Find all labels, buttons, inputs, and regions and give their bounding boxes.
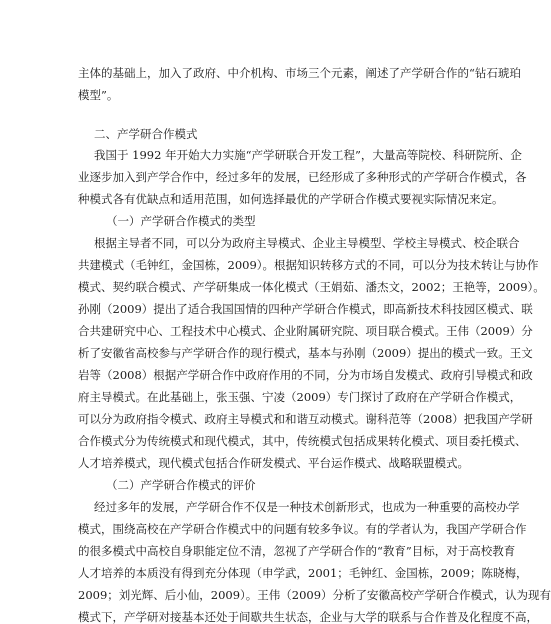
- subsection-heading: （二）产学研合作模式的评价: [106, 478, 256, 492]
- paragraph-line: 模式，围绕高校在产学研合作模式中的问题有较多争议。有的学者认为，我国产学研合作: [78, 522, 527, 536]
- subsection-heading: （一）产学研合作模式的类型: [106, 214, 256, 228]
- paragraph-line: 模式、契约联合模式、产学研集成一体化模式（王娟茹、潘杰文，2002；王艳等，2009）。: [78, 280, 545, 294]
- paragraph-line: 孙刚（2009）提出了适合我国国情的四种产学研合作模式，即高新技术科技园区模式、联: [78, 302, 533, 316]
- paragraph-line: 府主导模式。在此基础上，张玉强、宁凌（2009）专门探讨了政府在产学研合作模式，: [78, 390, 522, 404]
- section-heading: 二、产学研合作模式: [94, 127, 198, 141]
- paragraph-line: 根据主导者不同，可以分为政府主导模式、企业主导模型、学校主导模式、校企联合: [94, 236, 520, 250]
- paragraph-line: 析了安徽省高校参与产学研合作的现行模式，基本与孙刚（2009）提出的模式一致。王文: [78, 346, 533, 360]
- paragraph-line: 业逐步加入到产学合作中，经过多年的发展，已经形成了多种形式的产学研合作模式，各: [78, 170, 527, 184]
- paragraph-line: 经过多年的发展，产学研合作不仅是一种技术创新形式，也成为一种重要的高校办学: [94, 500, 520, 514]
- paragraph-line: 种模式各有优缺点和适用范围，如何选择最优的产学研合作模式要视实际情况来定。: [78, 192, 504, 206]
- paragraph-line: 2009；刘光辉、后小仙，2009）。王伟（2009）分析了安徽高校产学研合作模式，认为现有: [78, 588, 551, 602]
- paragraph-line: 的很多模式中高校自身职能定位不清，忽视了产学研合作的“教育”目标，对于高校教育: [78, 544, 516, 558]
- paragraph-line: 我国于 1992 年开始大力实施“产学研联合开发工程”，大量高等院校、科研院所、企: [94, 148, 522, 162]
- paragraph-line: 合作模式分为传统模式和现代模式，其中，传统模式包括成果转化模式、项目委托模式、: [78, 434, 527, 448]
- paragraph-line: 人才培养的本质没有得到充分体现（申学武，2001；毛钟红、金国栋，2009；陈晓梅，: [78, 566, 528, 580]
- paragraph-line: 合共建研究中心、工程技术中心模式、企业附属研究院、项目联合模式。王伟（2009）分: [78, 324, 533, 338]
- paragraph-line: 共建模式（毛钟红，金国栋，2009）。根据知识转移方式的不同，可以分为技术转让与协作: [78, 258, 539, 272]
- intro-line-2: 模型”。: [78, 88, 119, 102]
- paragraph-line: 可以分为政府指令模式、政府主导模式和和谐互动模式。谢科范等（2008）把我国产学研: [78, 412, 533, 426]
- paragraph-line: 模式下，产学研对接基本还处于间歇共生状态，企业与大学的联系与合作普及化程度不高，: [78, 610, 538, 624]
- paragraph-line: 岩等（2008）根据产学研合作中政府作用的不同，分为市场自发模式、政府引导模式和政: [78, 368, 533, 382]
- intro-line-1: 主体的基础上，加入了政府、中介机构、市场三个元素，阐述了产学研合作的“钻石琥珀: [78, 66, 521, 80]
- paragraph-line: 人才培养模式，现代模式包括合作研发模式、平台运作模式、战略联盟模式。: [78, 456, 469, 470]
